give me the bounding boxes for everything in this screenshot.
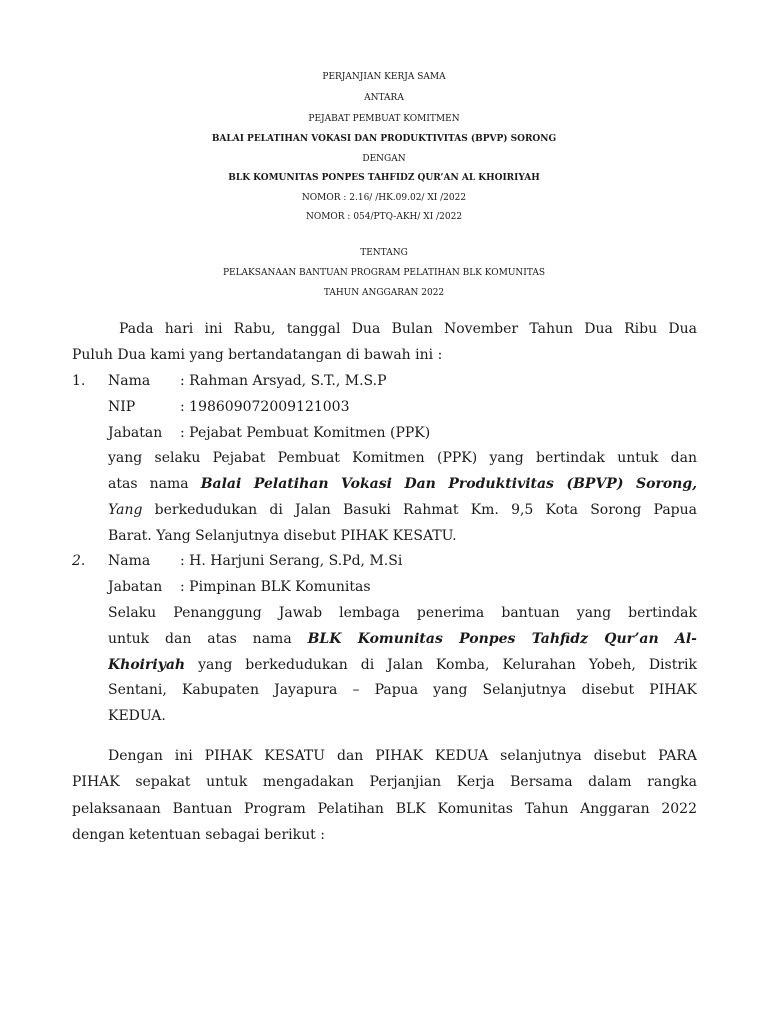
heading-nomor-2: NOMOR : 054/PTQ-AKH/ XI /2022 [305, 212, 463, 222]
party2-jabatan-label: Jabatan [108, 579, 163, 595]
party2-nama-value: : H. Harjuni Serang, S.Pd, M.Si [180, 553, 403, 569]
party1-desc-line-3 [108, 501, 697, 519]
opening-line-2: Puluh Dua kami yang bertandatangan di bawah ini : [72, 347, 443, 363]
party1-institution-name: Balai Pelatihan Vokasi Dan Produktivitas (BPVP) Sorong, [200, 476, 697, 492]
party1-nama-value: : Rahman Arsyad, S.T., M.S.P [180, 373, 387, 389]
subject-title: PELAKSANAAN BANTUAN PROGRAM PELATIHAN BLK KOMUNITAS [222, 268, 546, 278]
party1-nip-label: NIP [108, 399, 136, 415]
party2-address: yang berkedudukan di Jalan Komba, Kelurahan Yobeh, Distrik [185, 657, 697, 673]
party2-desc-prefix: untuk dan atas nama [108, 631, 308, 647]
party2-desc-line-1: Selaku Penanggung Jawab lembaga penerima bantuan yang bertindak [108, 605, 697, 621]
party2-number: 2. [72, 553, 86, 569]
party2-nama-label: Nama [108, 553, 151, 569]
closing-line-4: dengan ketentuan sebagai berikut : [72, 827, 325, 843]
closing-line-1: Dengan ini PIHAK KESATU dan PIHAK KEDUA selanjutnya disebut PARA [108, 748, 697, 764]
subject-tentang: TENTANG [360, 248, 408, 258]
party1-address: berkedudukan di Jalan Basuki Rahmat Km. 9,5 Kota Sorong Papua [142, 502, 697, 518]
heading-ppk: PEJABAT PEMBUAT KOMITMEN [308, 114, 460, 124]
party1-jabatan-value: : Pejabat Pembuat Komitmen (PPK) [180, 425, 431, 441]
party2-jabatan-value: : Pimpinan BLK Komunitas [180, 579, 371, 595]
closing-line-3: pelaksanaan Bantuan Program Pelatihan BLK Komunitas Tahun Anggaran 2022 [72, 801, 697, 817]
party1-jabatan-label: Jabatan [108, 425, 163, 441]
party2-desc-line-3 [108, 656, 697, 674]
party2-desc-line-2 [108, 630, 697, 648]
party1-yang: Yang [108, 502, 143, 518]
heading-blk: BLK KOMUNITAS PONPES TAHFIDZ QUR’AN AL KHOIRIYAH [228, 173, 540, 183]
subject-year: TAHUN ANGGARAN 2022 [323, 288, 445, 298]
party2-institution-name-1: BLK Komunitas Ponpes Tahfidz Qur’an Al- [307, 631, 697, 647]
heading-nomor-1: NOMOR : 2.16/ /HK.09.02/ XI /2022 [301, 193, 467, 203]
heading-title: PERJANJIAN KERJA SAMA [322, 72, 446, 82]
party1-desc-prefix: atas nama [108, 476, 201, 492]
heading-bpvp: BALAI PELATIHAN VOKASI DAN PRODUKTIVITAS (BPVP) SORONG [211, 134, 557, 144]
party2-institution-name-2: Khoiriyah [108, 657, 186, 673]
closing-line-2: PIHAK sepakat untuk mengadakan Perjanjian Kerja Bersama dalam rangka [72, 774, 697, 790]
party1-desc-line-4: Barat. Yang Selanjutnya disebut PIHAK KESATU. [108, 528, 457, 544]
party2-desc-line-5: KEDUA. [108, 708, 166, 724]
party1-nip-value: : 198609072009121003 [180, 399, 350, 415]
heading-dengan: DENGAN [362, 154, 406, 164]
party2-desc-line-4: Sentani, Kabupaten Jayapura – Papua yang Selanjutnya disebut PIHAK [108, 682, 697, 698]
opening-line-1: Pada hari ini Rabu, tanggal Dua Bulan November Tahun Dua Ribu Dua [119, 321, 697, 337]
party1-number: 1. [72, 373, 86, 389]
heading-antara: ANTARA [364, 93, 404, 103]
party1-nama-label: Nama [108, 373, 151, 389]
party1-desc-line-2 [108, 475, 697, 493]
party1-desc-line-1: yang selaku Pejabat Pembuat Komitmen (PPK) yang bertindak untuk dan [108, 450, 697, 466]
